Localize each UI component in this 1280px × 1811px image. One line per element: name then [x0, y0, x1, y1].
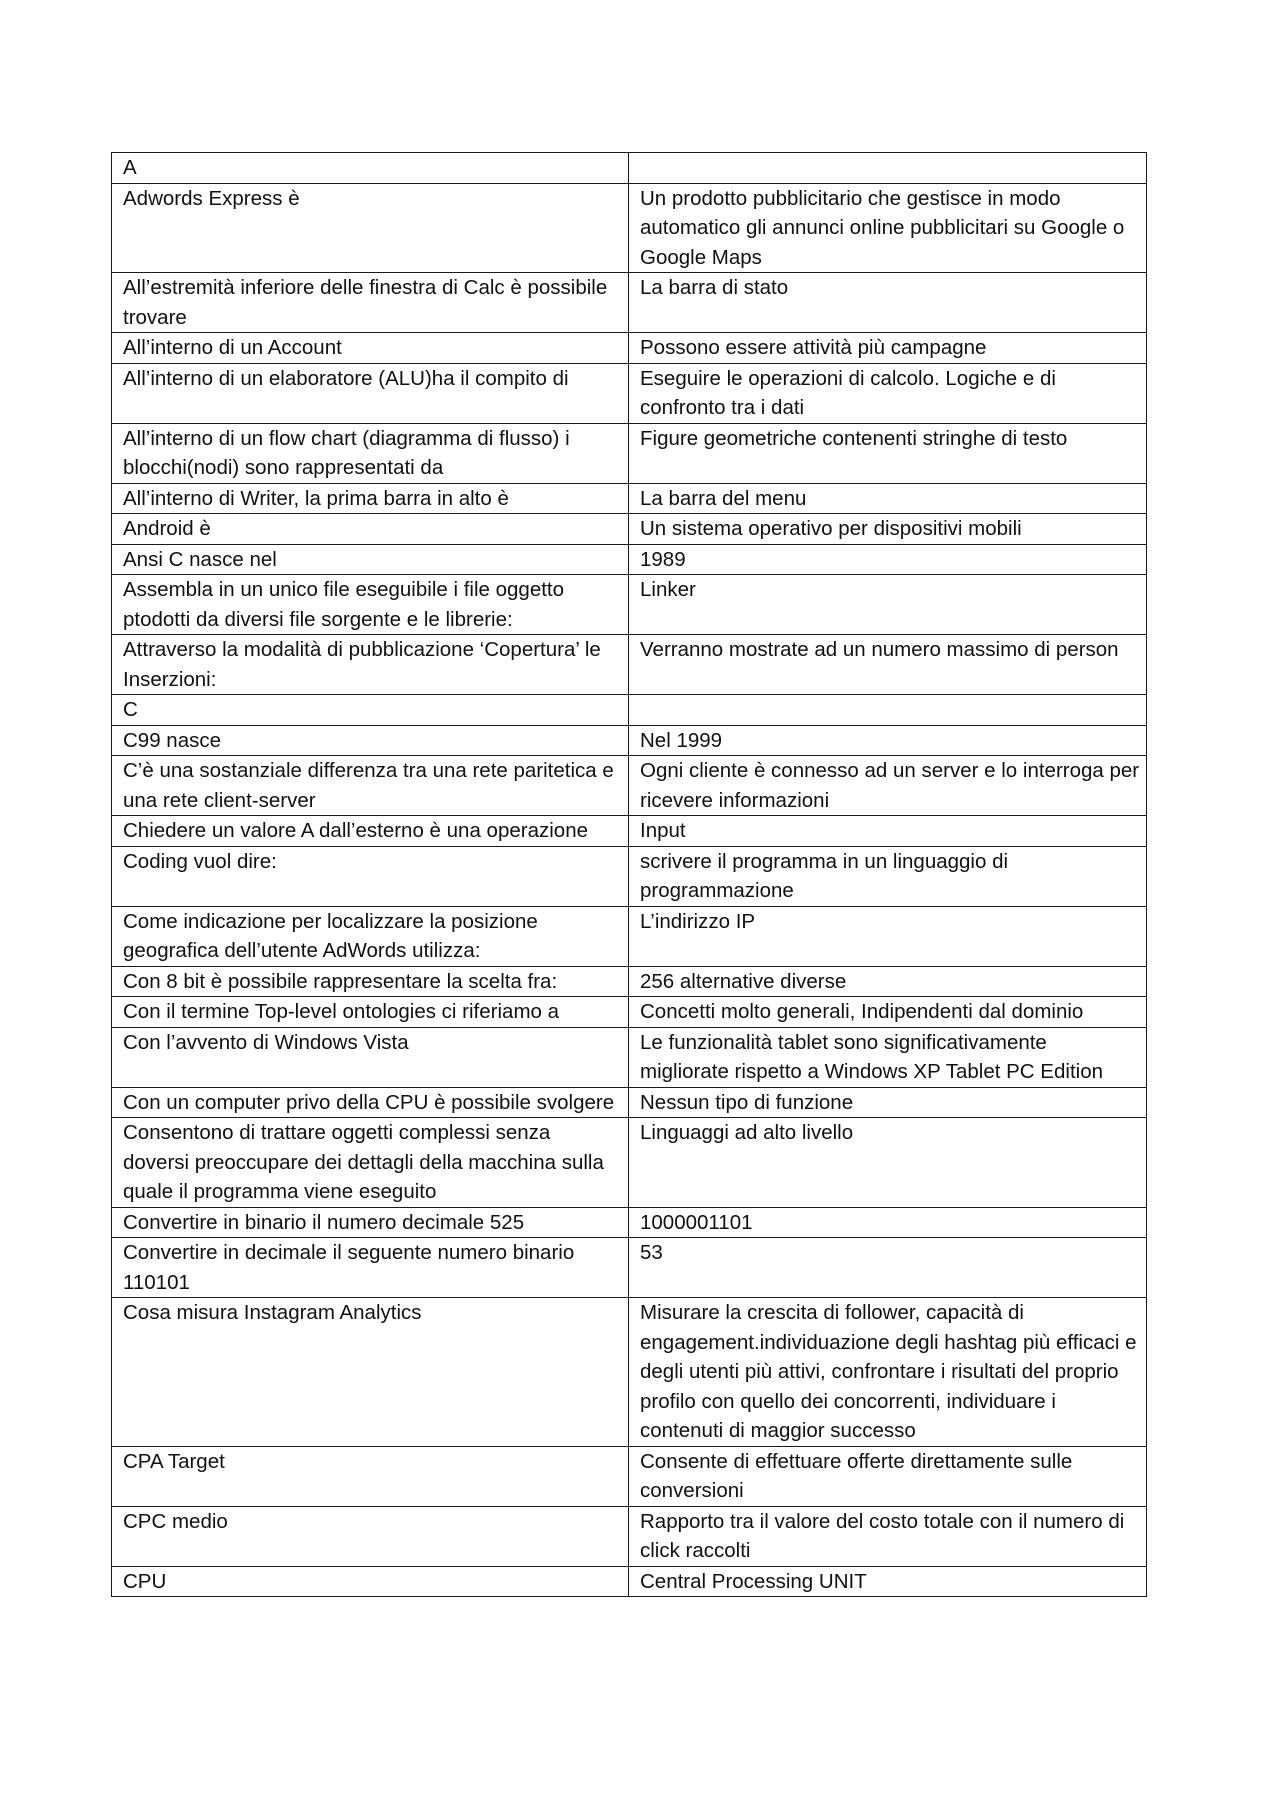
answer-cell: scrivere il programma in un linguaggio di programmazione [629, 846, 1147, 906]
table-row [112, 544, 1147, 575]
answer-cell: Rapporto tra il valore del costo totale con il numero di click raccolti [629, 1506, 1147, 1566]
question-cell: CPC medio [112, 1506, 629, 1566]
answer-cell [629, 153, 1147, 184]
table-row [112, 635, 1147, 695]
table-row [112, 816, 1147, 847]
question-cell: All’interno di un flow chart (diagramma di flusso) i blocchi(nodi) sono rappresentati da [112, 423, 629, 483]
answer-cell: Possono essere attività più campagne [629, 333, 1147, 364]
answer-cell: 256 alternative diverse [629, 966, 1147, 997]
table-row [112, 1087, 1147, 1118]
section-row [112, 153, 1147, 184]
question-cell: Con un computer privo della CPU è possibile svolgere [112, 1087, 629, 1118]
answer-cell: Concetti molto generali, Indipendenti dal dominio [629, 997, 1147, 1028]
answer-cell: Misurare la crescita di follower, capacità di engagement.individuazione degli hashtag più efficaci e degli utenti più attivi, confrontare i risultati del proprio profilo con quello dei concorrenti, individuare i contenuti di maggior successo [629, 1298, 1147, 1447]
table-row [112, 483, 1147, 514]
glossary-table-body [112, 153, 1147, 1597]
table-row [112, 1118, 1147, 1208]
question-cell: Come indicazione per localizzare la posizione geografica dell’utente AdWords utilizza: [112, 906, 629, 966]
question-cell: CPU [112, 1566, 629, 1597]
answer-cell: 1989 [629, 544, 1147, 575]
question-cell: Assembla in un unico file eseguibile i file oggetto ptodotti da diversi file sorgente e le librerie: [112, 575, 629, 635]
table-row [112, 756, 1147, 816]
table-row [112, 273, 1147, 333]
table-row [112, 1298, 1147, 1447]
glossary-table [111, 152, 1147, 1597]
question-cell: Convertire in decimale il seguente numero binario 110101 [112, 1238, 629, 1298]
table-row [112, 183, 1147, 273]
table-row [112, 1506, 1147, 1566]
answer-cell: Input [629, 816, 1147, 847]
section-row [112, 695, 1147, 726]
answer-cell: Le funzionalità tablet sono significativamente migliorate rispetto a Windows XP Tablet PC Edition [629, 1027, 1147, 1087]
answer-cell: Nessun tipo di funzione [629, 1087, 1147, 1118]
question-cell: All’interno di un Account [112, 333, 629, 364]
question-cell: CPA Target [112, 1446, 629, 1506]
table-row [112, 575, 1147, 635]
question-cell: Attraverso la modalità di pubblicazione ‘Copertura’ le Inserzioni: [112, 635, 629, 695]
question-cell: Con 8 bit è possibile rappresentare la scelta fra: [112, 966, 629, 997]
section-letter-cell: C [112, 695, 629, 726]
answer-cell: Consente di effettuare offerte direttamente sulle conversioni [629, 1446, 1147, 1506]
question-cell: Convertire in binario il numero decimale 525 [112, 1207, 629, 1238]
answer-cell: Verranno mostrate ad un numero massimo di person [629, 635, 1147, 695]
answer-cell: Ogni cliente è connesso ad un server e lo interroga per ricevere informazioni [629, 756, 1147, 816]
question-cell: C99 nasce [112, 725, 629, 756]
question-cell: Con il termine Top-level ontologies ci riferiamo a [112, 997, 629, 1028]
question-cell: All’estremità inferiore delle finestra di Calc è possibile trovare [112, 273, 629, 333]
answer-cell [629, 695, 1147, 726]
question-cell: Ansi C nasce nel [112, 544, 629, 575]
table-row [112, 423, 1147, 483]
answer-cell: Central Processing UNIT [629, 1566, 1147, 1597]
question-cell: All’interno di Writer, la prima barra in alto è [112, 483, 629, 514]
question-cell: Cosa misura Instagram Analytics [112, 1298, 629, 1447]
question-cell: All’interno di un elaboratore (ALU)ha il compito di [112, 363, 629, 423]
answer-cell: La barra di stato [629, 273, 1147, 333]
question-cell: Chiedere un valore A dall’esterno è una operazione [112, 816, 629, 847]
table-row [112, 966, 1147, 997]
answer-cell: 53 [629, 1238, 1147, 1298]
question-cell: Consentono di trattare oggetti complessi senza doversi preoccupare dei dettagli della macchina sulla quale il programma viene eseguito [112, 1118, 629, 1208]
table-row [112, 1027, 1147, 1087]
table-row [112, 906, 1147, 966]
section-letter-cell: A [112, 153, 629, 184]
table-row [112, 1566, 1147, 1597]
table-row [112, 1207, 1147, 1238]
table-row [112, 363, 1147, 423]
question-cell: Con l’avvento di Windows Vista [112, 1027, 629, 1087]
answer-cell: Linker [629, 575, 1147, 635]
question-cell: Android è [112, 514, 629, 545]
answer-cell: La barra del menu [629, 483, 1147, 514]
table-row [112, 514, 1147, 545]
answer-cell: Un sistema operativo per dispositivi mobili [629, 514, 1147, 545]
answer-cell: Figure geometriche contenenti stringhe di testo [629, 423, 1147, 483]
table-row [112, 1238, 1147, 1298]
question-cell: Adwords Express è [112, 183, 629, 273]
question-cell: C’è una sostanziale differenza tra una rete paritetica e una rete client-server [112, 756, 629, 816]
answer-cell: Linguaggi ad alto livello [629, 1118, 1147, 1208]
answer-cell: Nel 1999 [629, 725, 1147, 756]
table-row [112, 1446, 1147, 1506]
table-row [112, 725, 1147, 756]
table-row [112, 846, 1147, 906]
question-cell: Coding vuol dire: [112, 846, 629, 906]
answer-cell: L’indirizzo IP [629, 906, 1147, 966]
table-row [112, 333, 1147, 364]
answer-cell: 1000001101 [629, 1207, 1147, 1238]
answer-cell: Eseguire le operazioni di calcolo. Logiche e di confronto tra i dati [629, 363, 1147, 423]
table-row [112, 997, 1147, 1028]
answer-cell: Un prodotto pubblicitario che gestisce in modo automatico gli annunci online pubblicitari su Google o Google Maps [629, 183, 1147, 273]
